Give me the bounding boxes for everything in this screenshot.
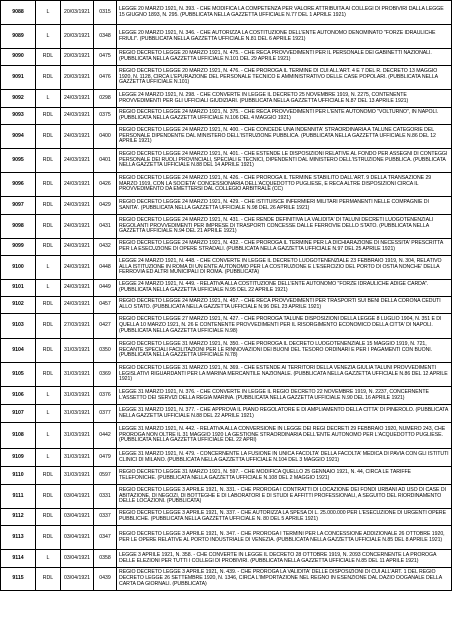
table-row <box>1 49 452 66</box>
act-type: RDL <box>36 363 61 387</box>
act-type: L <box>36 256 61 280</box>
act-date: 31/03/1921 <box>61 363 94 387</box>
act-code: 0376 <box>94 387 117 405</box>
act-code: 0375 <box>94 108 117 125</box>
record-number: 9099 <box>1 239 36 256</box>
act-type: L <box>36 423 61 449</box>
act-description: REGIO DECRETO LEGGE 3 APRILE 1921, N. 439. - CHE PROROGA LA VALIDITA' DELLE DISPOSIZIONI DI CUI ALL'ART. 1 DEL REGIO DECRETO LEGGE 26 SETTEMBRE 1920, N. 1346, CIRCA L'IMPORTAZIONE NEL REGNO IN ESENZIONE DAL DAZIO DOGANALE DELLA CARTA DA GIORNALI. (PUBBLICATA) <box>117 568 452 591</box>
record-number: 9091 <box>1 66 36 90</box>
record-number: 9114 <box>1 550 36 568</box>
record-number: 9105 <box>1 363 36 387</box>
record-number: 9106 <box>1 387 36 405</box>
act-type: L <box>36 550 61 568</box>
record-number: 9104 <box>1 339 36 363</box>
act-description: REGIO DECRETO LEGGE 31 MARZO 1921, N. 597. - CHE MODIFICA QUELLO 25 GENNAIO 1921, N. 44, CIRCA LE TARIFFE TELEFONICHE. (PUBBLICATA NELLA GAZZETTA UFFICIALE N.108 DEL 2 MAGGIO 1921) <box>117 467 452 485</box>
record-number: 9095 <box>1 149 36 173</box>
act-type: L <box>36 387 61 405</box>
act-code: 0476 <box>94 66 117 90</box>
act-date: 31/03/1921 <box>61 449 94 467</box>
record-number: 9103 <box>1 314 36 339</box>
act-description: LEGGE 31 MARZO 1921, N. 376. - CHE CONVERTE IN LEGGE IL REGIO DECRETO 22 NOVEMBRE 1919, N. 2237, CONCERNENTE L'ASSETTO DEI SERVIZI DELLA REGIA MARINA. (PUBBLICATA NELLA GAZZETTA UFFICIALE N.90 DEL 16 APRILE 1921) <box>117 387 452 405</box>
act-date: 31/03/1921 <box>61 423 94 449</box>
act-date: 20/03/1921 <box>61 25 94 49</box>
table-row <box>1 405 452 423</box>
register-body <box>1 1 452 591</box>
act-date: 24/03/1921 <box>61 280 94 297</box>
act-date: 20/03/1921 <box>61 1 94 25</box>
act-date: 24/03/1921 <box>61 197 94 215</box>
act-type: RDL <box>36 215 61 239</box>
record-number: 9097 <box>1 197 36 215</box>
table-row <box>1 509 452 526</box>
table-row <box>1 90 452 108</box>
act-date: 03/04/1921 <box>61 485 94 509</box>
act-description: LEGGE 20 MARZO 1921, N. 346. - CHE AUTORIZZA LA COSTITUZIONE DELL'ENTE AUTONOMO DENOMINATO "FORZE IDRAULICHE FRIULI". (PUBBLICATA NELLA GAZZETTA UFFICIALE N.81 DEL 6 APRILE 1921) <box>117 25 452 49</box>
table-row <box>1 526 452 550</box>
act-code: 0479 <box>94 449 117 467</box>
act-type: RDL <box>36 239 61 256</box>
act-type: RDL <box>36 149 61 173</box>
record-number: 9101 <box>1 280 36 297</box>
act-code: 0400 <box>94 125 117 149</box>
act-code: 0427 <box>94 314 117 339</box>
act-date: 31/03/1921 <box>61 387 94 405</box>
act-code: 0448 <box>94 256 117 280</box>
act-date: 24/03/1921 <box>61 215 94 239</box>
act-description: LEGGE 31 MARZO 1921, N. 377. - CHE APPROVA IL PIANO REGOLATORE E DI AMPLIAMENTO DELLA CITTA' DI PINEROLO. (PUBBLICATA NELLA GAZZETTA UFFICIALE N.88 DEL 22 APRILE 1921) <box>117 405 452 423</box>
table-row <box>1 363 452 387</box>
act-date: 24/03/1921 <box>61 239 94 256</box>
act-type: RDL <box>36 467 61 485</box>
record-number: 9110 <box>1 467 36 485</box>
act-date: 20/03/1921 <box>61 66 94 90</box>
record-number: 9096 <box>1 173 36 197</box>
act-type: RDL <box>36 66 61 90</box>
act-date: 03/04/1921 <box>61 550 94 568</box>
act-date: 24/03/1921 <box>61 149 94 173</box>
table-row <box>1 314 452 339</box>
act-code: 0439 <box>94 568 117 591</box>
act-date: 24/03/1921 <box>61 108 94 125</box>
record-number: 9111 <box>1 485 36 509</box>
act-type: RDL <box>36 173 61 197</box>
record-number: 9112 <box>1 509 36 526</box>
act-type: L <box>36 405 61 423</box>
act-description: REGIO DECRETO LEGGE 24 MARZO 1921, N. 401. - CHE ESTENDE LE DISPOSIZIONI RELATIVE AL FONDO PER ASSEGNI DI CONTEGGI PERSONALE DEI RUOLI PROVINCIALI, SPECIALI E TECNICI, DIPENDENTI DAL MINISTERO DELL'ISTRUZIONE PUBBLICA. (PUBBLICATA NELLA GAZZETTA UFFICIALE N.88 DEL 14 APRILE 1921) <box>117 149 452 173</box>
act-code: 0337 <box>94 509 117 526</box>
act-date: 31/03/1921 <box>61 405 94 423</box>
table-row <box>1 550 452 568</box>
act-type: RDL <box>36 108 61 125</box>
act-date: 03/04/1921 <box>61 526 94 550</box>
record-number: 9109 <box>1 449 36 467</box>
act-description: LEGGE 31 MARZO 1921, N. 479. - CONCERNENTE LA FUSIONE IN UNICA FACOLTA' DELLA FACOLTA' MEDICA DI PAVIA CON GLI ISTITUTI CLINICI DI MILANO. (PUBBLICATA NELLA GAZZETTA UFFICIALE N.104 DEL 3 MAGGIO 1921) <box>117 449 452 467</box>
act-type: RDL <box>36 509 61 526</box>
act-description: REGIO DECRETO LEGGE 3 APRILE 1921, N. 337. - CHE AUTORIZZA LA SPESA DI L. 25.000.000 PER L'ESECUZIONE DI URGENTI OPERE PUBBLICHE. (PUBBLICATA NELLA GAZZETTA UFFICIALE N. 80 DEL 5 APRILE 1921) <box>117 509 452 526</box>
record-number: 9092 <box>1 90 36 108</box>
act-description: REGIO DECRETO LEGGE 3 APRILE 1921, N. 331. - CHE PROROGA I CONTRATTI DI LOCAZIONE DEI FONDI URBANI AD USO DI CASE DI ABITAZIONE, DI NEGOZI, DI BOTTEGHE E DI LABORATORI E DI STUDI E AFFITTI PROFESSIONALI, A SEGUITO DEL RIORDINAMENTO DELLE LOCAZIONI. (PUBBLICATA) <box>117 485 452 509</box>
act-description: REGIO DECRETO LEGGE 31 MARZO 1921, N. 350. - CHE PROROGA IL DECRETO LUOGOTENENZIALE 15 MAGGIO 1919, N. 721, RECANTE SPECIALI FACILITAZIONI PER LE RINNOVAZIONI DEI BUONI DEL TESORO ORDINARI E PER I PAGAMENTI CON BUONI. (PUBBLICATA NELLA GAZZETTA UFFICIALE N.78) <box>117 339 452 363</box>
act-code: 0457 <box>94 297 117 314</box>
act-code: 0429 <box>94 197 117 215</box>
act-code: 0426 <box>94 173 117 197</box>
record-number: 9088 <box>1 1 36 25</box>
act-code: 0432 <box>94 239 117 256</box>
act-code: 0442 <box>94 423 117 449</box>
act-description: LEGGE 24 MARZO 1921, N. 298. - CHE CONVERTE IN LEGGE IL DECRETO 25 NOVEMBRE 1919, N. 2275, CONTENENTE PROVVEDIMENTI PER GLI UFFICIALI GIUDIZIARI. (PUBBLICATA NELLA GAZZETTA UFFICIALE N.87 DEL 13 APRILE 1921) <box>117 90 452 108</box>
act-description: LEGGE 20 MARZO 1921, N. 393. - CHE MODIFICA LA COMPETENZA PER VALORE ATTRIBUITA AI COLLEGI DI PROBIVIRI DALLA LEGGE 15 GIUGNO 1893, N. 295. (PUBBLICATA NELLA GAZZETTA UFFICIALE N.77 DEL 1 APRILE 1921) <box>117 1 452 25</box>
act-date: 31/03/1921 <box>61 467 94 485</box>
act-type: L <box>36 449 61 467</box>
act-code: 0377 <box>94 405 117 423</box>
record-number: 9093 <box>1 108 36 125</box>
act-code: 0347 <box>94 526 117 550</box>
act-type: RDL <box>36 526 61 550</box>
table-row <box>1 568 452 591</box>
act-description: REGIO DECRETO LEGGE 24 MARZO 1921, N. 432. - CHE PROROGA IL TERMINE PER LA DICHIARAZIONE DI NECESSITA' PRESCRITTA PER LA ESECUZIONE DI OPERE STRADALI. (PUBBLICATA NELLA GAZZETTA UFFICIALE N.97 DEL 25 APRILE 1921) <box>117 239 452 256</box>
act-code: 0401 <box>94 149 117 173</box>
act-code: 0298 <box>94 90 117 108</box>
act-type: RDL <box>36 339 61 363</box>
act-date: 24/03/1921 <box>61 256 94 280</box>
table-row <box>1 108 452 125</box>
record-number: 9115 <box>1 568 36 591</box>
act-code: 0348 <box>94 25 117 49</box>
act-description: LEGGE 24 MARZO 1921, N. 449. - RELATIVA ALLA COSTITUZIONE DELL'ENTE AUTONOMO "FORZE IDRAULICHE ADIGE CARDA". (PUBBLICATA NELLA GAZZETTA UFFICIALE N.95 DEL 22 APRILE 1921) <box>117 280 452 297</box>
table-row <box>1 197 452 215</box>
record-number: 9098 <box>1 215 36 239</box>
act-description: LEGGE 3 APRILE 1921, N. 358. - CHE CONVERTE IN LEGGE IL DECRETO 28 OTTOBRE 1919, N. 2093 CONCERNENTE LA PROROGA DELLE ELEZIONI PER TUTTI I COLLEGI DI PROBIVIRI. (PUBBLICATA NELLA GAZZETTA UFFICIALE N.85 DEL 11 APRILE 1921) <box>117 550 452 568</box>
act-description: LEGGE 24 MARZO 1921, N. 448. - CHE CONVERTE IN LEGGE IL DECRETO LUOGOTENENZIALE 23 FEBBRAIO 1919, N. 304, RELATIVO ALLA ISTITUZIONE IN ROMA DI UN ENTE AUTONOMO PER LA COSTRUZIONE E L'ESERCIZIO DEL PORTO DI OSTIA NONCHE' DELLA FERROVIA ED ALTRI MUNICIPALI DI ROMA. (PUBBLICATA) <box>117 256 452 280</box>
act-date: 03/04/1921 <box>61 568 94 591</box>
table-row <box>1 239 452 256</box>
table-row <box>1 256 452 280</box>
act-type: L <box>36 25 61 49</box>
act-type: RDL <box>36 125 61 149</box>
act-date: 24/03/1921 <box>61 297 94 314</box>
record-number: 9094 <box>1 125 36 149</box>
record-number: 9102 <box>1 297 36 314</box>
act-description: REGIO DECRETO LEGGE 20 MARZO 1921, N. 475. - CHE RECA PROVVEDIMENTI PER IL PERSONALE DEI GABINETTI NAZIONALI. (PUBBLICATA NELLA GAZZETTA UFFICIALE N.101 DEL 29 APRILE 1921) <box>117 49 452 66</box>
table-row <box>1 297 452 314</box>
act-type: RDL <box>36 49 61 66</box>
act-date: 24/03/1921 <box>61 90 94 108</box>
act-code: 0350 <box>94 339 117 363</box>
record-number: 9100 <box>1 256 36 280</box>
table-row <box>1 66 452 90</box>
act-date: 20/03/1921 <box>61 49 94 66</box>
act-description: REGIO DECRETO LEGGE 24 MARZO 1921, N. 375. - CHE RECA PROVVEDIMENTI PER L'ENTE AUTONOMO "VOLTURNO", IN NAPOLI. (PUBBLICATA NELLA GAZZETTA UFFICIALE N.106 DEL 4 MAGGIO 1921) <box>117 108 452 125</box>
act-description: REGIO DECRETO LEGGE 24 MARZO 1921, N. 426. - CHE PROROGA IL TERMINE STABILITO DALL'ART. 9 DELLA TRANSAZIONE 29 MARZO 1919, CON LA SOCIETA' CONCESSIONARIA DELL'ACQUEDOTTO PUGLIESE, E RECA ALTRE DISPOSIZIONI CIRCA IL PROVVEDIMENTO DA EMETTERSI DAL COLLEGIO ARBITRALE (CC) <box>117 173 452 197</box>
table-row <box>1 387 452 405</box>
table-row <box>1 485 452 509</box>
table-row <box>1 423 452 449</box>
act-code: 0315 <box>94 1 117 25</box>
act-date: 27/03/1921 <box>61 314 94 339</box>
act-type: RDL <box>36 485 61 509</box>
table-row <box>1 1 452 25</box>
table-row <box>1 125 452 149</box>
act-description: REGIO DECRETO LEGGE 24 MARZO 1921, N. 457. - CHE RECA PROVVEDIMENTI PER TRASPORTI SUI BENI DELLA CORONA CEDUTI ALLO STATO. (PUBBLICATA NELLA GAZZETTA UFFICIALE N.96 DEL 23 APRILE 1921) <box>117 297 452 314</box>
act-description: REGIO DECRETO LEGGE 24 MARZO 1921, N. 431. - CHE RENDE DEFINITIVA LA VALIDITA' DI TALUNI DECRETI LUOGOTENENZIALI REGOLANTI PROVVEDIMENTI PER IMPRESE DI TRASPORTI CONCESSE DALLE FERROVIE DELLO STATO. (PUBBLICATA NELLA GAZZETTA UFFICIALE N.94 DEL 21 APRILE 1921) <box>117 215 452 239</box>
table-row <box>1 467 452 485</box>
act-type: RDL <box>36 197 61 215</box>
act-code: 0475 <box>94 49 117 66</box>
act-type: L <box>36 280 61 297</box>
act-description: REGIO DECRETO LEGGE 24 MARZO 1921, N. 429. - CHE ISTITUISCE INFERMIERI MILITARI PERMANENTI NELLE COMPAGNIE DI SANITA'. (PUBBLICATA NELLA GAZZETTA UFFICIALE N.98 DEL 26 APRILE 1921) <box>117 197 452 215</box>
record-number: 9113 <box>1 526 36 550</box>
act-type: RDL <box>36 297 61 314</box>
act-type: RDL <box>36 314 61 339</box>
act-code: 0358 <box>94 550 117 568</box>
act-code: 0449 <box>94 280 117 297</box>
table-row <box>1 449 452 467</box>
act-code: 0331 <box>94 485 117 509</box>
record-number: 9090 <box>1 49 36 66</box>
act-description: REGIO DECRETO LEGGE 24 MARZO 1921, N. 400. - CHE CONCEDE UNA INDENNITA' STRAORDINARIA A TALUNE CATEGORIE DEL PERSONALE DIPENDENTE DAL MINISTERO DELL'ISTRUZIONE PUBBLICA. (PUBBLICATA NELLA GAZZETTA UFFICIALE N.86 DEL 12 APRILE 1921) <box>117 125 452 149</box>
act-type: L <box>36 90 61 108</box>
act-description: REGIO DECRETO LEGGE 3 APRILE 1921, N. 347. - CHE PROROGA I TERMINI PER LA CONCESSIONE ADDIZIONALE 26 OTTOBRE 1920, PER LE OPERE RELATIVE AL PORTO INDUSTRIALE DI VENEZIA. (PUBBLICATA NELLA GAZZETTA UFFICIALE N.85 DEL 8 APRILE 1921) <box>117 526 452 550</box>
act-description: REGIO DECRETO LEGGE 31 MARZO 1921, N. 369. - CHE ESTENDE AI TERRITORI DELLA VENEZIA GIULIA TALUNI PROVVEDIMENTI LEGISLATIVI RIGUARDANTI PER LA MARINA MERCANTILE NAZIONALE. (PUBBLICATA NELLA GAZZETTA UFFICIALE N.86 DEL 12 APRILE 1921) <box>117 363 452 387</box>
record-number: 9089 <box>1 25 36 49</box>
table-row <box>1 280 452 297</box>
act-description: LEGGE 31 MARZO 1921, N. 442. - RELATIVA ALLA CONVERSIONE IN LEGGE DEI REGI DECRETI 29 FEBBRAIO 1920, NUMERO 243, CHE PROROGA NON OLTRE IL 31 MAGGIO 1920 LA GESTIONE STRAORDINARIA DELL'ENTE AUTONOMO PER L'ACQUEDOTTO PUGLIESE. (PUBBLICATA NELLA GAZZETTA UFFICIALE DEL 22 APRI) <box>117 423 452 449</box>
act-date: 24/03/1921 <box>61 173 94 197</box>
table-row <box>1 149 452 173</box>
act-date: 24/03/1921 <box>61 125 94 149</box>
table-row <box>1 173 452 197</box>
act-date: 31/03/1921 <box>61 339 94 363</box>
act-type: L <box>36 1 61 25</box>
act-code: 0431 <box>94 215 117 239</box>
table-row <box>1 339 452 363</box>
act-code: 0369 <box>94 363 117 387</box>
record-number: 9108 <box>1 423 36 449</box>
act-code: 0597 <box>94 467 117 485</box>
act-type: RDL <box>36 568 61 591</box>
act-date: 03/04/1921 <box>61 509 94 526</box>
record-number: 9107 <box>1 405 36 423</box>
act-description: REGIO DECRETO LEGGE 20 MARZO 1921, N. 476. - CHE PROROGA IL TERMINE DI CUI ALL'ART. 4 E 7 DEL R. DECRETO 13 MAGGIO 1920, N. 1128, CIRCA L'EPURAZIONE DEL PERSONALE TECNICO E AMMINISTRATIVO DELLE CASE POPOLARI. (PUBBLICATA NELLA GAZZETTA UFFICIALE N.101) <box>117 66 452 90</box>
act-description: REGIO DECRETO LEGGE 27 MARZO 1921, N. 427. - CHE PROROGA TALUNE DISPOSIZIONI DELLA LEGGE 8 LUGLIO 1904, N. 351 E DI QUELLA 10 MARZO 1921, N. 26 E CONTENENTE PROVVEDIMENTI PER IL RISORGIMENTO ECONOMICO DELLA CITTA' DI NAPOLI. (PUBBLICATA NELLA GAZZETTA UFFICIALE N.98) <box>117 314 452 339</box>
table-row <box>1 25 452 49</box>
table-row <box>1 215 452 239</box>
